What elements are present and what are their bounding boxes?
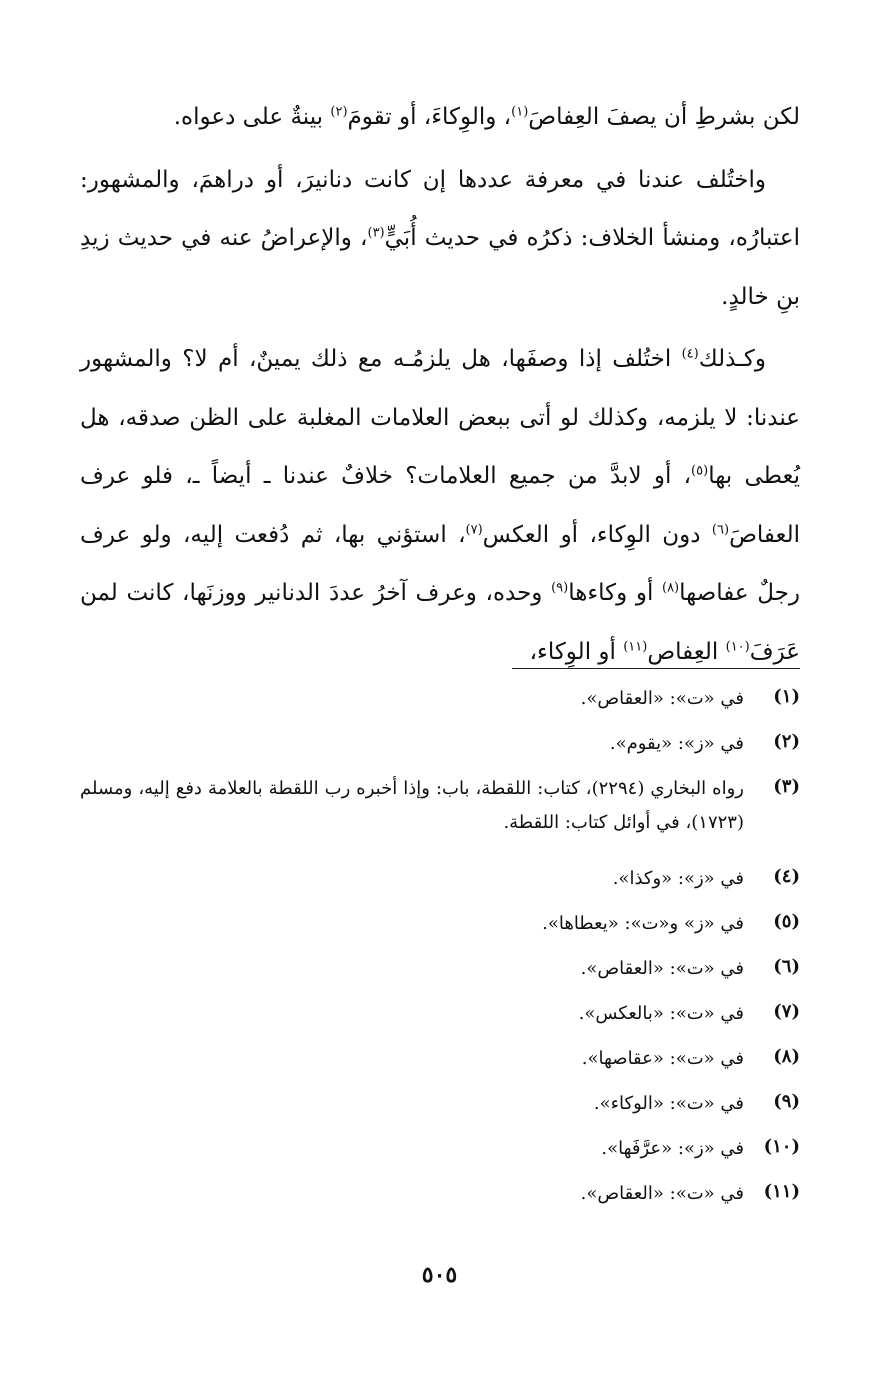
- footnote-number: (١١): [763, 1181, 800, 1202]
- footnote-ref-2: (٢): [330, 104, 348, 120]
- paragraph-3: [80, 330, 800, 681]
- footnote-number: (٣): [773, 776, 800, 797]
- page-number: ٥٠٥: [421, 1262, 458, 1288]
- footnote-text: في «ت»: «العقاص».: [580, 688, 744, 709]
- footnote-number: (٦): [773, 956, 800, 977]
- footnote-text: في «ز»: «يقوم».: [609, 733, 744, 754]
- text-run: العِفاص: [647, 638, 726, 665]
- footnote-item: [80, 907, 800, 952]
- footnote-item: [80, 997, 800, 1042]
- footnote-ref-6: (٦): [711, 521, 730, 537]
- text-run: أو الوِكاء،: [529, 638, 624, 665]
- footnote-item: [80, 1177, 800, 1222]
- footnote-ref-7: (٧): [465, 521, 483, 537]
- footnote-text: في «ز»: «عرَّفَها».: [601, 1138, 744, 1159]
- footnote-number: (١): [773, 686, 800, 707]
- footnote-number: (٩): [773, 1091, 800, 1112]
- footnote-item: [80, 727, 800, 772]
- paragraph-2: [80, 151, 800, 327]
- text-run: وكـذلك: [698, 346, 766, 372]
- footnote-number: (١٠): [763, 1136, 800, 1157]
- footnote-ref-11: (١١): [623, 638, 648, 654]
- footnote-item: [80, 952, 800, 997]
- text-run: وحده، وعرف آخرُ عددَ الدنانير ووزنَها، كانت لمن عَرَفَ: [80, 580, 800, 665]
- footnote-item: [80, 772, 800, 862]
- text-run: أو وكاءها: [568, 580, 662, 606]
- text-run: واختُلف عندنا في معرفة عددها إن كانت دنانيرَ، أو دراهمَ، والمشهور: اعتبارُه، ومنشأ الخلاف: ذكرُه في حديث أُبَيٍّ: [80, 166, 800, 251]
- footnote-text: في «ت»: «الوكاء».: [593, 1093, 744, 1114]
- footnote-text: في «ز» و«ت»: «يعطاها».: [542, 913, 744, 934]
- footnote-number: (٢): [773, 731, 800, 752]
- text-run: ، استؤني بها، ثم دُفعت إليه، ولو عرف رجلٌ عفاصها: [80, 521, 801, 606]
- footnote-number: (٧): [773, 1001, 800, 1022]
- text-run: بينةٌ على دعواه.: [173, 104, 331, 130]
- footnote-text: في «ت»: «العقاص».: [580, 958, 744, 979]
- footnote-ref-4: (٤): [681, 346, 699, 362]
- footnote-text: في «ز»: «وكذا».: [612, 868, 744, 889]
- footnote-item: [80, 1042, 800, 1087]
- paragraph-1: [80, 88, 800, 147]
- main-text: [80, 88, 800, 681]
- footnotes-list: [80, 682, 800, 1222]
- footnote-ref-10: (١٠): [725, 638, 750, 654]
- footnote-number: (٥): [773, 911, 800, 932]
- footnote-text: في «ت»: «بالعكس».: [578, 1003, 744, 1024]
- footnote-item: [80, 862, 800, 907]
- footnote-text: في «ت»: «العقاص».: [580, 1183, 744, 1204]
- text-run: ، والإعراضُ عنه في حديث زيدِ بنِ خالدٍ.: [80, 225, 800, 310]
- footnote-number: (٤): [773, 866, 800, 887]
- footnote-text: في «ت»: «عقاصها».: [581, 1048, 744, 1069]
- text-run: اختُلف إذا وصفَها، هل يلزمُـه مع ذلك يمينٌ، أم لا؟ والمشهور عندنا: لا يلزمه، وكذلك لو أتى ببعض العلامات المغلبة على الظن صدقه، هل يُعطى بها: [80, 346, 801, 489]
- footnote-ref-3: (٣): [367, 225, 385, 241]
- footnote-item: [80, 682, 800, 727]
- text-run: لكن بشرطِ أن يصفَ العِفاصَ: [528, 104, 800, 130]
- footnote-ref-5: (٥): [691, 463, 709, 479]
- text-run: ، والوِكاءَ، أو تقومَ: [347, 104, 512, 130]
- footnote-separator: [512, 668, 800, 669]
- footnote-text: رواه البخاري (٢٢٩٤)، كتاب: اللقطة، باب: وإذا أخبره رب اللقطة بالعلامة دفع إليه، ومسلم (١٧٢٣)، في أوائل كتاب: اللقطة.: [80, 778, 744, 833]
- footnote-item: [80, 1087, 800, 1132]
- text-run: ، أو لابدَّ من جميع العلامات؟ خلافٌ عندنا ـ أيضاً ـ، فلو عرف العفاصَ: [80, 463, 801, 548]
- footnote-ref-8: (٨): [661, 580, 680, 596]
- text-run: دون الوِكاء، أو العكس: [482, 521, 712, 548]
- footnote-ref-1: (١): [511, 104, 529, 120]
- footnote-number: (٨): [773, 1046, 800, 1067]
- footnote-item: [80, 1132, 800, 1177]
- footnote-ref-9: (٩): [551, 580, 569, 596]
